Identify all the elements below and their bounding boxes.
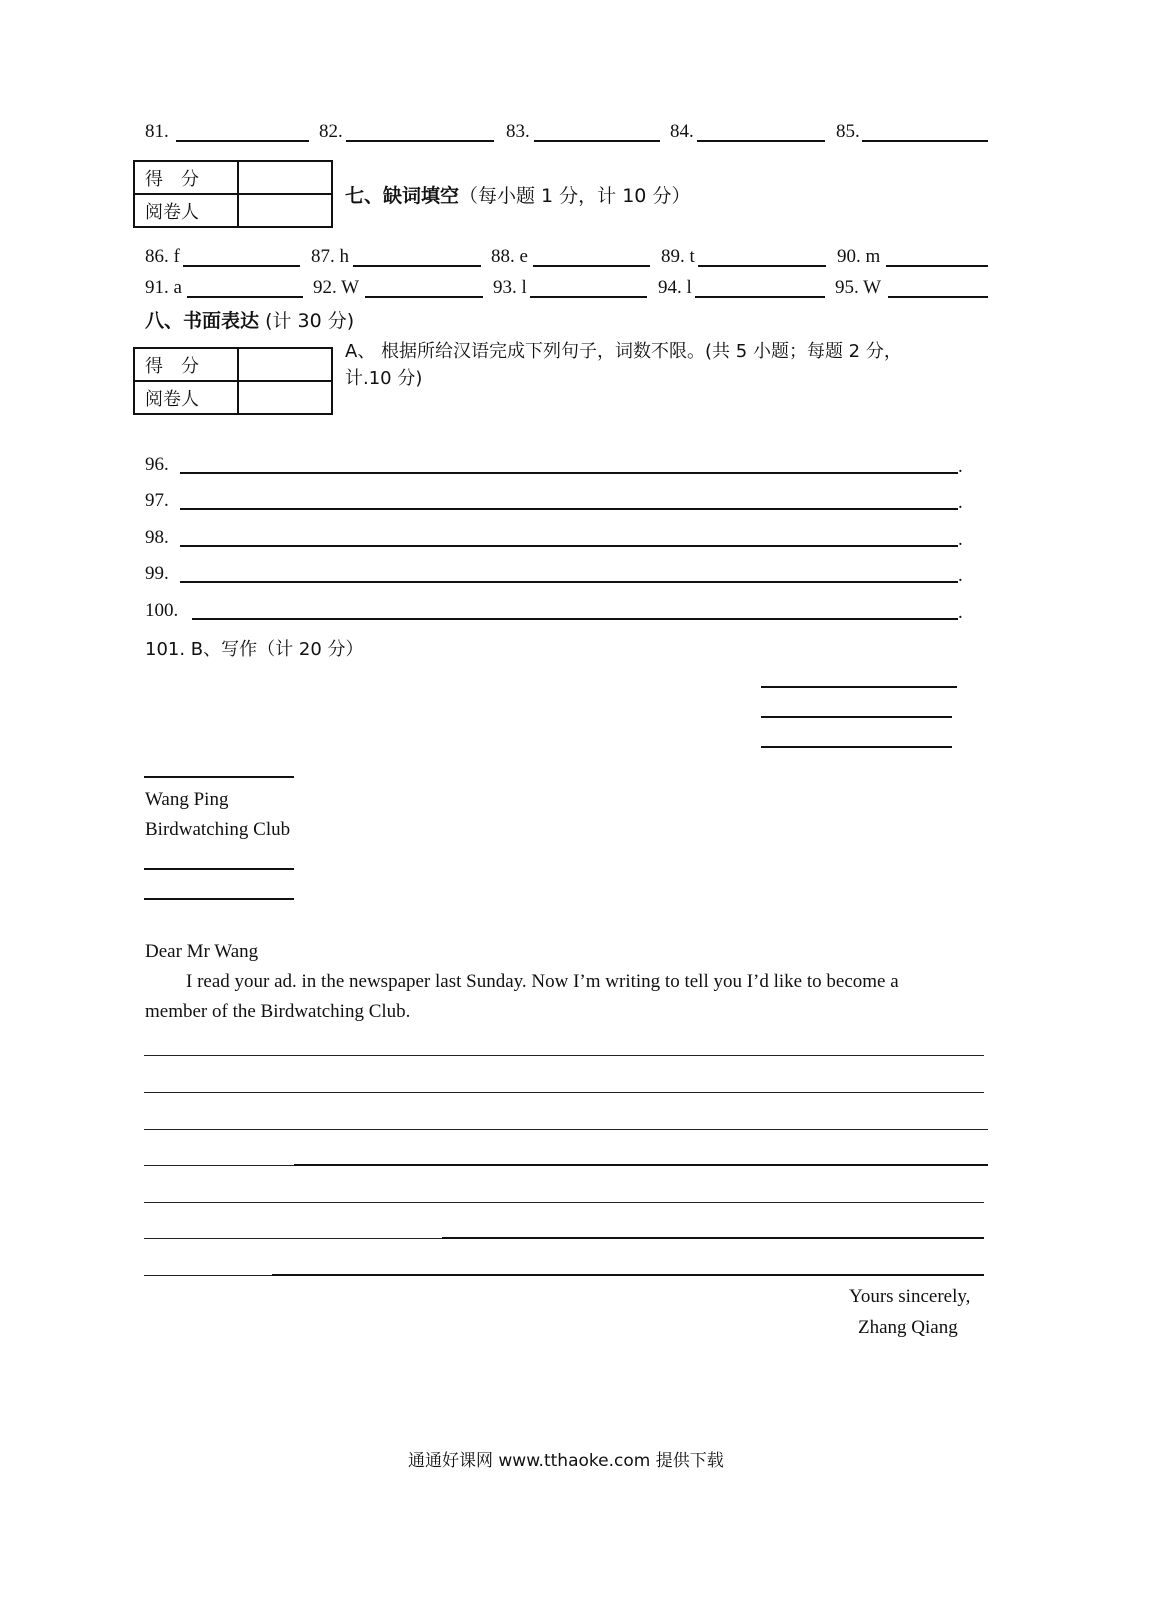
recipient-address-line-1[interactable] [144,868,294,870]
blank-label-92: 92. W [313,277,360,298]
sender-address-line-2[interactable] [761,716,952,718]
answer-blank-83[interactable] [534,140,660,142]
writing-line-2[interactable] [144,1092,984,1093]
blank-label-86: 86. f [145,246,180,267]
score-field[interactable] [238,348,332,381]
answer-blank-81[interactable] [176,140,309,142]
answer-blank-82[interactable] [346,140,494,142]
answer-blank-85[interactable] [862,140,988,142]
partA-instruction: A、 根据所给汉语完成下列句子，词数不限。(共 5 小题；每题 2 分， [345,341,902,362]
score-field[interactable] [238,161,332,194]
sentence-period: . [958,565,963,586]
letter-signature: Zhang Qiang [858,1317,958,1338]
partA-instruction-cont: 计.10 分) [345,368,423,389]
blank-label-90: 90. m [837,246,881,267]
grader-field[interactable] [238,381,332,414]
grader-label: 阅卷人 [134,381,238,414]
section7-heading [345,181,690,208]
grader-label: 阅卷人 [134,194,238,227]
blank-88[interactable] [533,265,650,267]
answer-label-81: 81. [145,121,169,142]
date-line[interactable] [144,776,294,778]
writing-line-3[interactable] [144,1129,988,1130]
sentence-line-100[interactable] [192,618,958,620]
sentence-label-100: 100. [145,600,179,621]
answer-label-83: 83. [506,121,530,142]
writing-line-4b[interactable] [294,1164,988,1166]
section8-heading [145,306,354,333]
score-label: 得 分 [134,348,238,381]
recipient-name: Wang Ping [145,789,229,810]
writing-line-4a[interactable] [144,1165,294,1166]
writing-line-6b[interactable] [442,1237,984,1239]
letter-body-line-1: I read your ad. in the newspaper last Sunday. Now I’m writing to tell you I’d like to become a [186,971,899,992]
sentence-line-99[interactable] [180,581,958,583]
blank-91[interactable] [187,296,303,298]
sentence-label-96: 96. [145,454,169,475]
section7-title: 七、缺词填空 [345,185,460,207]
score-box-section8 [133,347,333,415]
blank-label-87: 87. h [311,246,349,267]
writing-line-7a[interactable] [144,1275,272,1276]
section8-note: (计 30 分) [265,310,355,332]
grader-field[interactable] [238,194,332,227]
section8-title: 八、书面表达 [145,310,260,332]
blank-label-89: 89. t [661,246,695,267]
answer-blank-84[interactable] [697,140,825,142]
score-box-section7 [133,160,333,228]
writing-line-1[interactable] [144,1055,984,1056]
writing-line-5[interactable] [144,1202,984,1203]
partB-heading: 101. B、写作（计 20 分） [145,639,364,660]
section7-note: （每小题 1 分，计 10 分） [459,185,691,207]
answer-label-84: 84. [670,121,694,142]
blank-label-88: 88. e [491,246,528,267]
sender-address-line-3[interactable] [761,746,952,748]
writing-line-6a[interactable] [144,1238,442,1239]
sentence-label-97: 97. [145,490,169,511]
recipient-address-line-2[interactable] [144,898,294,900]
blank-92[interactable] [365,296,483,298]
score-label: 得 分 [134,161,238,194]
blank-label-93: 93. l [493,277,527,298]
sentence-label-99: 99. [145,563,169,584]
blank-label-94: 94. l [658,277,692,298]
letter-greeting: Dear Mr Wang [145,941,259,962]
sentence-period: . [958,456,963,477]
answer-label-82: 82. [319,121,343,142]
blank-95[interactable] [888,296,988,298]
blank-label-95: 95. W [835,277,882,298]
blank-87[interactable] [353,265,481,267]
sentence-line-96[interactable] [180,472,958,474]
blank-94[interactable] [695,296,825,298]
blank-86[interactable] [183,265,300,267]
answer-label-85: 85. [836,121,860,142]
letter-body-line-2: member of the Birdwatching Club. [145,1001,411,1022]
page-footer: 通通好课网 www.tthaoke.com 提供下载 [408,1451,724,1471]
sentence-period: . [958,492,963,513]
blank-label-91: 91. a [145,277,182,298]
blank-90[interactable] [886,265,988,267]
blank-89[interactable] [698,265,826,267]
writing-line-7b[interactable] [272,1274,984,1276]
sentence-period: . [958,529,963,550]
blank-93[interactable] [530,296,647,298]
recipient-org: Birdwatching Club [145,819,291,840]
letter-closing: Yours sincerely, [849,1286,971,1307]
sentence-label-98: 98. [145,527,169,548]
sender-address-line-1[interactable] [761,686,957,688]
sentence-line-97[interactable] [180,508,958,510]
sentence-period: . [958,602,963,623]
sentence-line-98[interactable] [180,545,958,547]
